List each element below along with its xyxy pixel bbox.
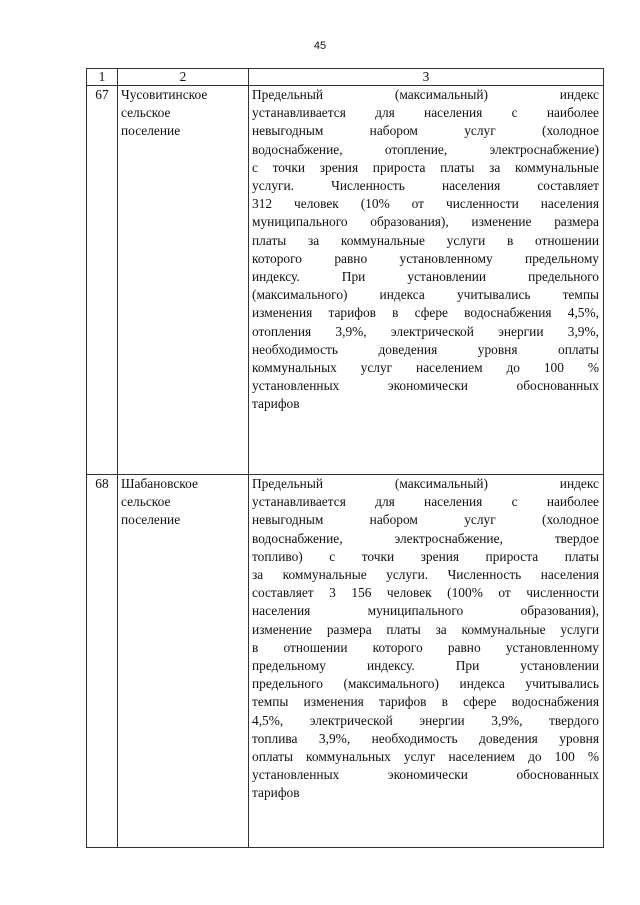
- description-line: невыгодным набором услуг (холодное: [252, 512, 599, 528]
- description-line: 4,5%, электрической энергии 3,9%, твердого: [252, 712, 599, 728]
- description-line: составляет 3 156 человек (100% от численности: [252, 585, 599, 601]
- description-line: топлива 3,9%, необходимость доведения уровня: [252, 730, 599, 746]
- description-line: Предельный (максимальный) индекс: [252, 476, 599, 491]
- description-line: платы за коммунальные услуги в отношении: [252, 232, 599, 248]
- description-line: за коммунальные услуги. Численность населения: [252, 567, 599, 583]
- page-number: 45: [313, 40, 327, 52]
- table-row: [87, 86, 604, 475]
- description-line: населения муниципального образования),: [252, 603, 599, 619]
- description-line: предельному индексу. При установлении: [252, 658, 599, 674]
- table-row: [87, 475, 604, 848]
- settlement-name-line: Чусовитинское: [121, 87, 208, 102]
- description-line: муниципального образования), изменение размера: [252, 214, 599, 230]
- description-line: необходимость доведения уровня оплаты: [252, 341, 599, 357]
- header-col-1: 1: [87, 69, 118, 86]
- index-description: [249, 475, 604, 848]
- description-line: устанавливается для населения с наиболее: [252, 494, 599, 510]
- settlement-name: [118, 475, 249, 848]
- description-line: предельного (максимального) индекса учитывались: [252, 676, 599, 692]
- settlement-name-line: сельское: [121, 105, 171, 121]
- description-line: оплаты коммунальных услуг населением до 100 %: [252, 749, 599, 765]
- description-line: водоснабжение, электроснабжение, твердое: [252, 530, 599, 546]
- row-number: 68: [87, 475, 118, 848]
- description-line: в отношении которого равно установленному: [252, 639, 599, 655]
- table-header-row: [87, 69, 604, 86]
- row-number: 67: [87, 86, 118, 475]
- description-line: коммунальных услуг населением до 100 %: [252, 360, 599, 376]
- description-line: отопления 3,9%, электрической энергии 3,9%,: [252, 323, 599, 339]
- description-line: невыгодным набором услуг (холодное: [252, 123, 599, 139]
- header-col-3: 3: [249, 69, 604, 86]
- tariff-index-table: [86, 68, 604, 848]
- description-line: тарифов: [252, 396, 300, 412]
- description-line: топливо) с точки зрения прироста платы: [252, 548, 599, 564]
- settlement-name-line: поселение: [121, 123, 181, 139]
- description-line: которого равно установленному предельному: [252, 250, 599, 266]
- description-line: Предельный (максимальный) индекс: [252, 87, 599, 102]
- description-line: 312 человек (10% от численности населения: [252, 196, 599, 212]
- settlement-name-line: Шабановское: [121, 476, 198, 491]
- description-line: установленных экономически обоснованных: [252, 378, 599, 394]
- settlement-name-line: поселение: [121, 512, 181, 528]
- settlement-name: [118, 86, 249, 475]
- description-line: услуги. Численность населения составляет: [252, 178, 599, 194]
- description-line: устанавливается для населения с наиболее: [252, 105, 599, 121]
- description-line: (максимального) индекса учитывались темпы: [252, 287, 599, 303]
- description-line: изменения тарифов в сфере водоснабжения 4,5%,: [252, 305, 599, 321]
- description-line: с точки зрения прироста платы за коммунальные: [252, 159, 599, 175]
- description-line: темпы изменения тарифов в сфере водоснабжения: [252, 694, 599, 710]
- description-line: изменение размера платы за коммунальные услуги: [252, 621, 599, 637]
- settlement-name-line: сельское: [121, 494, 171, 510]
- description-line: установленных экономически обоснованных: [252, 767, 599, 783]
- description-line: индексу. При установлении предельного: [252, 269, 599, 285]
- index-description: [249, 86, 604, 475]
- description-line: тарифов: [252, 785, 300, 801]
- description-line: водоснабжение, отопление, электроснабжение): [252, 141, 599, 157]
- header-col-2: 2: [118, 69, 249, 86]
